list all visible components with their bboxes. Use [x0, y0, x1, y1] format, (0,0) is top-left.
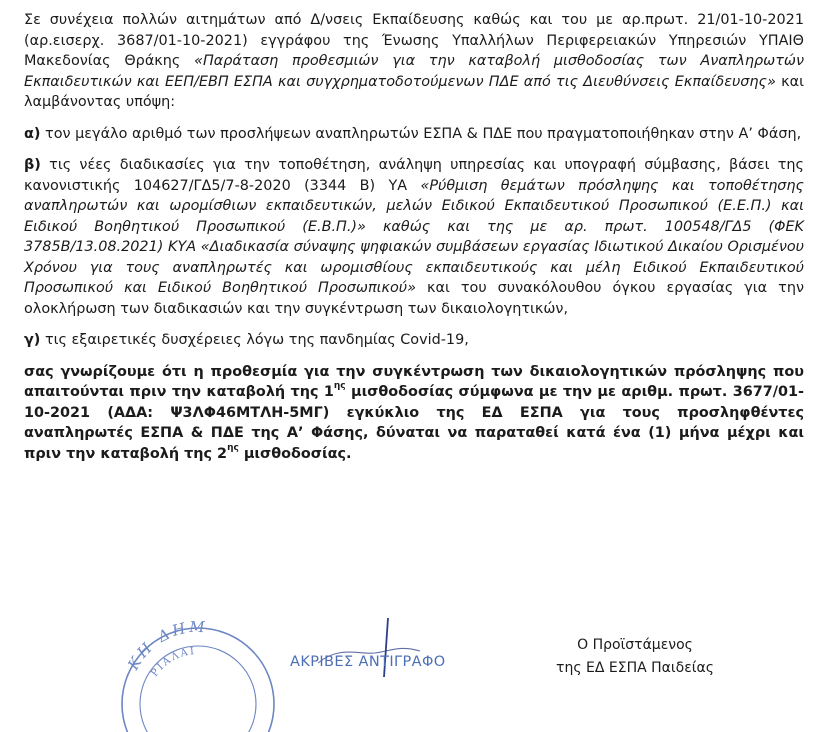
- seal-text: ΚΗ ΔΗΜ: [124, 617, 208, 673]
- intro-text: Σε συνέχεια πολλών αιτημάτων από Δ/νσεις Εκπαίδευσης καθώς και του με αρ.πρωτ. 21/01-10-2021 (αρ.εισερχ. 3687/01-10-2021) εγγράφου της Ένωσης Υπαλλήλων Περιφερειακών Υπηρεσιών ΥΠΑΙΘ Μακεδονίας Θράκης: [24, 12, 804, 69]
- seal-inner-text: ΡΙΑΛΑΙ: [149, 645, 197, 679]
- point-c-text: τις εξαιρετικές δυσχέρειες λόγω της πανδημίας Covid-19,: [40, 332, 469, 348]
- point-c-marker: γ): [24, 332, 41, 348]
- signatory-unit: της ΕΔ ΕΣΠΑ Παιδείας: [556, 660, 714, 676]
- conclusion-text-2: μισθοδοσίας σύμφωνα με την με αριθμ. πρωτ. 3677/01-10-2021 (ΑΔΑ: Ψ3ΛΦ46ΜΤΛΗ-5ΜΓ) εγκύκλιο της ΕΔ ΕΣΠΑ για τους προσληφθέντες αναπληρωτές ΕΣΠΑ & ΠΔΕ της Α’ Φάσης, δύναται να παραταθεί κατά ένα (1) μήνα μέχρι και πριν την καταβολή της 2: [24, 384, 804, 462]
- point-a-marker: α): [24, 125, 41, 142]
- conclusion-sup-2: ης: [227, 442, 239, 453]
- point-b-text: τις νέες διαδικασίες για την τοποθέτηση, ανάληψη υπηρεσίας και υπογραφή σύμβασης, βάσει της κανονιστικής 104627/ΓΔ5/7-8-2020 (3344 Β) ΥΑ: [24, 157, 804, 194]
- official-seal: [110, 612, 285, 732]
- conclusion-sup-1: ης: [333, 381, 346, 392]
- point-b-text-end: και του συνακόλουθου όγκου εργασίας για την ολοκλήρωση των διαδικασιών και την συγκέντρωση των δικαιολογητικών,: [24, 280, 804, 317]
- conclusion-paragraph: [24, 362, 804, 465]
- point-b-quote: «Ρύθμιση θεμάτων πρόσληψης και τοποθέτησης αναπληρωτών και ωρομίσθιων εκπαιδευτικών, μελών Ειδικού Εκπαιδευτικού Προσωπικού (Ε.Ε.Π.) και Ειδικού Βοηθητικού Προσωπικού (Ε.Β.Π.)» καθώς και της με αρ. πρωτ. 100548/ΓΔ5 (ΦΕΚ 3785Β/13.08.2021) ΚΥΑ «Διαδικασία σύναψης ψηφιακών συμβάσεων εργασίας Ιδιωτικού Δικαίου Ορισμένου Χρόνου για τους αναπληρωτές και ωρομισθίους εκπαιδευτικούς και μέλη Ειδικού Εκπαιδευτικού Προσωπικού και Ειδικού Βοηθητικού Προσωπικού»: [24, 177, 804, 296]
- point-c-paragraph: [24, 330, 804, 351]
- certified-copy-stamp: ΑΚΡΙΒΕΣ ΑΝΤΙΓΡΑΦΟ: [290, 654, 446, 670]
- signatory-block: [520, 634, 750, 680]
- point-b-marker: β): [24, 157, 41, 173]
- point-a-paragraph: [24, 124, 804, 145]
- intro-paragraph: [24, 10, 804, 113]
- conclusion-text-3: μισθοδοσίας.: [238, 445, 352, 462]
- intro-text-end: και λαμβάνοντας υπόψη:: [24, 73, 804, 110]
- point-b-paragraph: [24, 155, 804, 319]
- document-body: [24, 10, 804, 475]
- signatory-title: Ο Προϊστάμενος: [577, 637, 693, 653]
- point-a-text: τον μεγάλο αριθμό των προσλήψεων αναπληρωτών ΕΣΠΑ & ΠΔΕ που πραγματοποιήθηκαν στην Α’ Φάση,: [40, 125, 802, 142]
- intro-quote: «Παράταση προθεσμιών για την καταβολή μισθοδοσίας των Αναπληρωτών Εκπαιδευτικών και ΕΕΠ/ΕΒΠ ΕΣΠΑ και συγχρηματοδοτούμενων ΠΔΕ από τις Διευθύνσεις Εκπαίδευσης»: [24, 53, 804, 90]
- conclusion-text: σας γνωρίζουμε ότι η προθεσμία για την συγκέντρωση των δικαιολογητικών πρόσληψης που απαιτούνται πριν την καταβολή της 1: [24, 363, 804, 400]
